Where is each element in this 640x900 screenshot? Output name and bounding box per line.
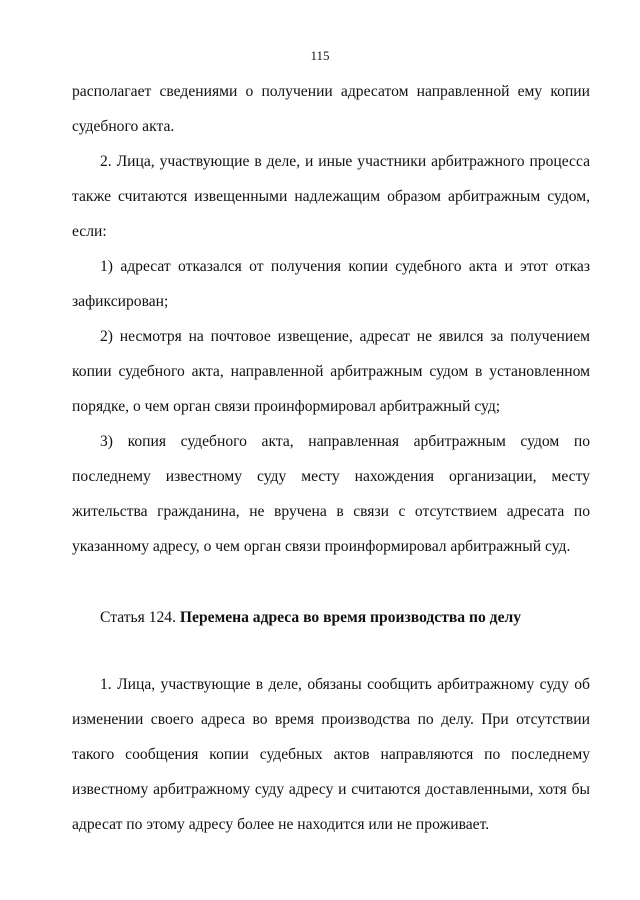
article-spacer xyxy=(72,564,590,600)
article-label: Статья 124. xyxy=(100,609,177,626)
article-heading-spacer xyxy=(72,635,590,667)
paragraph-item-1: 1) адресат отказался от получения копии судебного акта и этот отказ зафиксирован; xyxy=(72,258,590,310)
paragraph-item-2: 2) несмотря на почтовое извещение, адресат не явился за получением копии судебного акта, направленной арбитражным судом в установленном порядке, о чем орган связи проинформировал арбитражный суд; xyxy=(72,328,590,415)
article-heading xyxy=(72,600,590,635)
paragraph-clause-2: 2. Лица, участвующие в деле, и иные участники арбитражного процесса также считаются извещенными надлежащим образом арбитражным судом, если: xyxy=(72,153,590,240)
article-paragraph-1: 1. Лица, участвующие в деле, обязаны сообщить арбитражному суду об изменении своего адреса во время производства по делу. При отсутствии такого сообщения копии судебных актов направляются по последнему известному арбитражному суду адресу и считаются доставленными, хотя бы адресат по этому адресу более не находится или не проживает. xyxy=(72,676,590,833)
paragraph-item-3: 3) копия судебного акта, направленная арбитражным судом по последнему известному суду месту нахождения организации, месту жительства гражданина, не вручена в связи с отсутствием адресата по указанному адресу, о чем орган связи проинформировал арбитражный суд. xyxy=(72,433,590,555)
paragraph-continuation: располагает сведениями о получении адресатом направленной ему копии судебного акта. xyxy=(72,83,590,135)
document-body xyxy=(72,74,590,842)
article-title: Перемена адреса во время производства по делу xyxy=(179,609,522,626)
page-number: 115 xyxy=(310,48,330,63)
